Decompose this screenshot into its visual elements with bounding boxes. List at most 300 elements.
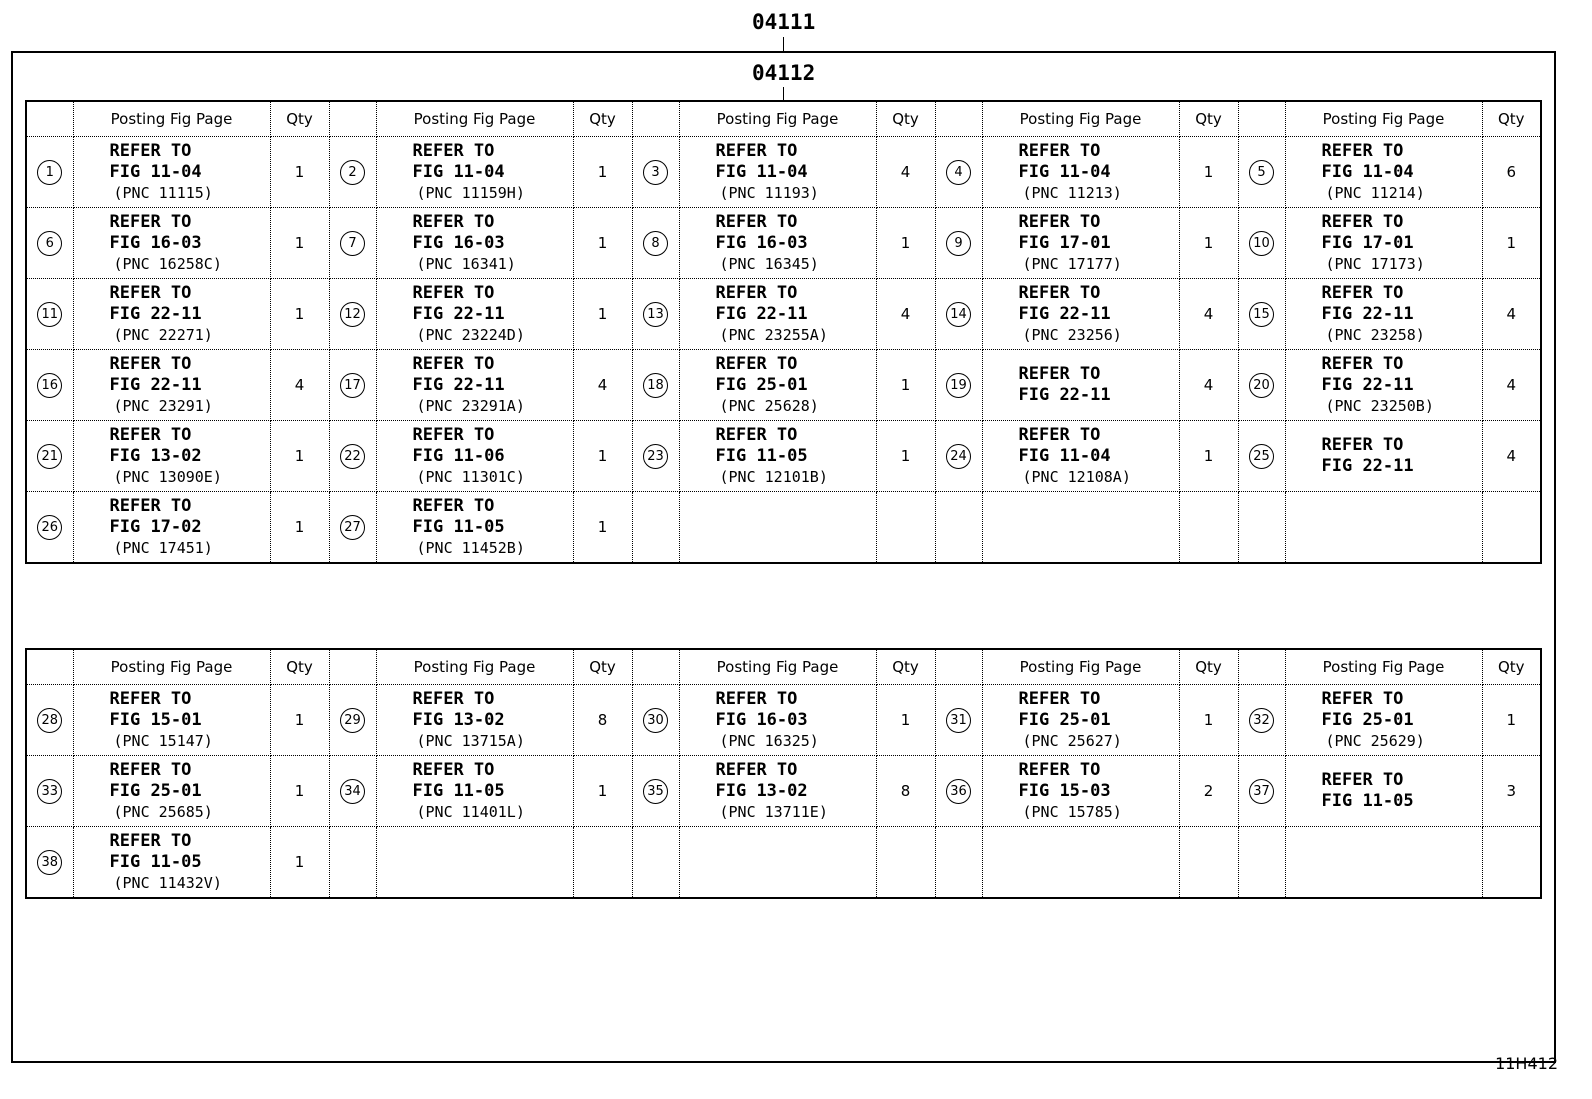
item-number-cell xyxy=(632,492,679,564)
item-number-cell xyxy=(632,421,679,492)
refer-to-text: REFER TO xyxy=(1321,283,1404,303)
refer-to-text: REFER TO xyxy=(715,212,798,232)
callout-number: 4 xyxy=(946,160,971,185)
header-posting: Posting Fig Page xyxy=(679,649,876,685)
pnc-number: (PNC 11452B) xyxy=(416,539,525,557)
header-blank xyxy=(632,101,679,137)
posting-cell xyxy=(376,350,573,421)
item-number-cell xyxy=(26,685,73,756)
refer-to-text: REFER TO xyxy=(1321,435,1404,455)
fig-reference: FIG 11-05 xyxy=(715,446,808,466)
posting-cell xyxy=(376,492,573,564)
fig-reference: FIG 13-02 xyxy=(109,446,202,466)
qty-cell: 1 xyxy=(573,279,632,350)
pnc-number: (PNC 16325) xyxy=(719,732,819,750)
pnc-number: (PNC 23258) xyxy=(1325,326,1425,344)
refer-to-text: REFER TO xyxy=(109,689,192,709)
callout-number: 32 xyxy=(1249,708,1274,733)
item-number-cell xyxy=(26,350,73,421)
refer-to-text: REFER TO xyxy=(412,425,495,445)
callout-number: 9 xyxy=(946,231,971,256)
callout-number: 23 xyxy=(643,444,668,469)
refer-to-text: REFER TO xyxy=(412,689,495,709)
posting-cell xyxy=(376,827,573,899)
item-number-cell xyxy=(632,350,679,421)
posting-cell xyxy=(982,756,1179,827)
callout-number: 16 xyxy=(37,373,62,398)
callout-number: 38 xyxy=(37,850,62,875)
pnc-number: (PNC 17177) xyxy=(1022,255,1122,273)
fig-reference: FIG 22-11 xyxy=(1018,385,1111,405)
item-number-cell xyxy=(329,827,376,899)
header-posting: Posting Fig Page xyxy=(73,649,270,685)
callout-number: 10 xyxy=(1249,231,1274,256)
posting-cell xyxy=(73,827,270,899)
fig-reference: FIG 11-04 xyxy=(109,162,202,182)
posting-cell xyxy=(73,421,270,492)
pnc-number: (PNC 11115) xyxy=(113,184,213,202)
callout-number: 31 xyxy=(946,708,971,733)
item-number-cell xyxy=(935,827,982,899)
refer-to-text: REFER TO xyxy=(109,212,192,232)
outer-leader-line xyxy=(783,37,784,51)
header-blank xyxy=(26,101,73,137)
posting-cell xyxy=(982,350,1179,421)
callout-number: 2 xyxy=(340,160,365,185)
fig-reference: FIG 11-04 xyxy=(412,162,505,182)
item-number-cell xyxy=(1238,685,1285,756)
item-number-cell xyxy=(935,492,982,564)
item-number-cell xyxy=(935,756,982,827)
posting-cell xyxy=(679,421,876,492)
posting-cell xyxy=(679,492,876,564)
posting-cell xyxy=(376,137,573,208)
pnc-number: (PNC 15147) xyxy=(113,732,213,750)
pnc-number: (PNC 23250B) xyxy=(1325,397,1434,415)
fig-reference: FIG 11-06 xyxy=(412,446,505,466)
pnc-number: (PNC 12108A) xyxy=(1022,468,1131,486)
callout-number: 37 xyxy=(1249,779,1274,804)
refer-to-text: REFER TO xyxy=(1018,364,1101,384)
posting-cell xyxy=(982,137,1179,208)
qty-cell: 1 xyxy=(270,137,329,208)
callout-number: 6 xyxy=(37,231,62,256)
header-qty: Qty xyxy=(876,649,935,685)
qty-cell: 1 xyxy=(270,756,329,827)
refer-to-text: REFER TO xyxy=(412,141,495,161)
qty-cell xyxy=(1179,827,1238,899)
posting-cell xyxy=(679,350,876,421)
refer-to-text: REFER TO xyxy=(1018,212,1101,232)
callout-number: 7 xyxy=(340,231,365,256)
refer-to-text: REFER TO xyxy=(715,760,798,780)
qty-cell: 1 xyxy=(876,208,935,279)
qty-cell: 1 xyxy=(1179,421,1238,492)
callout-number: 30 xyxy=(643,708,668,733)
refer-to-text: REFER TO xyxy=(412,354,495,374)
callout-number: 26 xyxy=(37,515,62,540)
item-number-cell xyxy=(632,685,679,756)
header-blank xyxy=(935,101,982,137)
inner-assembly-label: 04112 xyxy=(752,61,816,85)
callout-number: 5 xyxy=(1249,160,1274,185)
item-number-cell xyxy=(329,421,376,492)
item-number-cell xyxy=(935,208,982,279)
refer-to-text: REFER TO xyxy=(715,425,798,445)
pnc-number: (PNC 11214) xyxy=(1325,184,1425,202)
fig-reference: FIG 25-01 xyxy=(715,375,808,395)
qty-cell: 1 xyxy=(270,208,329,279)
callout-number: 28 xyxy=(37,708,62,733)
refer-to-text: REFER TO xyxy=(109,141,192,161)
item-number-cell xyxy=(329,350,376,421)
posting-cell xyxy=(982,492,1179,564)
callout-number: 14 xyxy=(946,302,971,327)
item-number-cell xyxy=(329,492,376,564)
callout-number: 19 xyxy=(946,373,971,398)
table-row xyxy=(26,137,1541,208)
qty-cell: 4 xyxy=(1482,421,1541,492)
qty-cell: 1 xyxy=(573,756,632,827)
posting-cell xyxy=(73,492,270,564)
posting-cell xyxy=(1285,208,1482,279)
header-qty: Qty xyxy=(270,649,329,685)
callout-number: 36 xyxy=(946,779,971,804)
fig-reference: FIG 17-02 xyxy=(109,517,202,537)
item-number-cell xyxy=(1238,492,1285,564)
callout-number: 8 xyxy=(643,231,668,256)
table-row xyxy=(26,350,1541,421)
qty-cell: 1 xyxy=(573,137,632,208)
refer-to-text: REFER TO xyxy=(412,496,495,516)
callout-number: 17 xyxy=(340,373,365,398)
qty-cell: 4 xyxy=(876,137,935,208)
table-row xyxy=(26,756,1541,827)
refer-to-text: REFER TO xyxy=(1018,283,1101,303)
header-posting: Posting Fig Page xyxy=(1285,649,1482,685)
refer-to-text: REFER TO xyxy=(109,425,192,445)
qty-cell: 1 xyxy=(270,827,329,899)
header-qty: Qty xyxy=(876,101,935,137)
item-number-cell xyxy=(935,279,982,350)
fig-reference: FIG 16-03 xyxy=(715,710,808,730)
fig-reference: FIG 22-11 xyxy=(412,304,505,324)
qty-cell: 1 xyxy=(876,421,935,492)
fig-reference: FIG 11-04 xyxy=(1018,162,1111,182)
qty-cell xyxy=(876,827,935,899)
qty-cell: 1 xyxy=(270,685,329,756)
fig-reference: FIG 15-03 xyxy=(1018,781,1111,801)
posting-cell xyxy=(1285,827,1482,899)
header-posting: Posting Fig Page xyxy=(376,649,573,685)
inner-leader-line xyxy=(783,87,784,100)
qty-cell: 1 xyxy=(1482,685,1541,756)
item-number-cell xyxy=(26,421,73,492)
header-posting: Posting Fig Page xyxy=(679,101,876,137)
fig-reference: FIG 17-01 xyxy=(1321,233,1414,253)
fig-reference: FIG 22-11 xyxy=(1321,375,1414,395)
callout-number: 15 xyxy=(1249,302,1274,327)
posting-cell xyxy=(73,350,270,421)
header-posting: Posting Fig Page xyxy=(73,101,270,137)
header-qty: Qty xyxy=(573,101,632,137)
posting-cell xyxy=(73,137,270,208)
pnc-number: (PNC 13711E) xyxy=(719,803,828,821)
header-qty: Qty xyxy=(1482,101,1541,137)
refer-to-text: REFER TO xyxy=(109,831,192,851)
callout-number: 35 xyxy=(643,779,668,804)
callout-number: 1 xyxy=(37,160,62,185)
fig-reference: FIG 22-11 xyxy=(412,375,505,395)
pnc-number: (PNC 11193) xyxy=(719,184,819,202)
item-number-cell xyxy=(1238,137,1285,208)
pnc-number: (PNC 11432V) xyxy=(113,874,222,892)
item-number-cell xyxy=(935,421,982,492)
callout-number: 21 xyxy=(37,444,62,469)
callout-number: 34 xyxy=(340,779,365,804)
item-number-cell xyxy=(26,756,73,827)
header-blank xyxy=(329,649,376,685)
table-row xyxy=(26,827,1541,899)
item-number-cell xyxy=(1238,208,1285,279)
posting-cell xyxy=(1285,421,1482,492)
refer-to-text: REFER TO xyxy=(412,760,495,780)
callout-number: 3 xyxy=(643,160,668,185)
qty-cell: 4 xyxy=(876,279,935,350)
item-number-cell xyxy=(26,279,73,350)
callout-number: 20 xyxy=(1249,373,1274,398)
diagram-code: 11H412 xyxy=(1495,1054,1558,1073)
fig-reference: FIG 11-04 xyxy=(715,162,808,182)
fig-reference: FIG 22-11 xyxy=(1321,456,1414,476)
callout-number: 25 xyxy=(1249,444,1274,469)
qty-cell: 3 xyxy=(1482,756,1541,827)
item-number-cell xyxy=(329,756,376,827)
header-blank xyxy=(329,101,376,137)
callout-number: 27 xyxy=(340,515,365,540)
header-posting: Posting Fig Page xyxy=(1285,101,1482,137)
item-number-cell xyxy=(1238,350,1285,421)
fig-reference: FIG 25-01 xyxy=(1321,710,1414,730)
fig-reference: FIG 11-04 xyxy=(1321,162,1414,182)
qty-cell xyxy=(1482,492,1541,564)
item-number-cell xyxy=(1238,421,1285,492)
item-number-cell xyxy=(329,685,376,756)
refer-to-text: REFER TO xyxy=(109,760,192,780)
posting-cell xyxy=(679,137,876,208)
fig-reference: FIG 11-05 xyxy=(109,852,202,872)
fig-reference: FIG 16-03 xyxy=(412,233,505,253)
pnc-number: (PNC 16341) xyxy=(416,255,516,273)
refer-to-text: REFER TO xyxy=(715,354,798,374)
qty-cell: 1 xyxy=(876,685,935,756)
refer-to-text: REFER TO xyxy=(1321,354,1404,374)
posting-cell xyxy=(376,756,573,827)
pnc-number: (PNC 17451) xyxy=(113,539,213,557)
refer-to-text: REFER TO xyxy=(1018,425,1101,445)
pnc-number: (PNC 23291A) xyxy=(416,397,525,415)
posting-cell xyxy=(73,685,270,756)
qty-cell xyxy=(573,827,632,899)
qty-cell: 1 xyxy=(270,492,329,564)
pnc-number: (PNC 23255A) xyxy=(719,326,828,344)
callout-number: 24 xyxy=(946,444,971,469)
fig-reference: FIG 11-05 xyxy=(412,517,505,537)
pnc-number: (PNC 25685) xyxy=(113,803,213,821)
callout-number: 22 xyxy=(340,444,365,469)
pnc-number: (PNC 23291) xyxy=(113,397,213,415)
refer-to-text: REFER TO xyxy=(412,212,495,232)
qty-cell: 4 xyxy=(1179,279,1238,350)
pnc-number: (PNC 11401L) xyxy=(416,803,525,821)
item-number-cell xyxy=(1238,827,1285,899)
posting-cell xyxy=(679,827,876,899)
posting-cell xyxy=(1285,350,1482,421)
fig-reference: FIG 15-01 xyxy=(109,710,202,730)
fig-reference: FIG 16-03 xyxy=(109,233,202,253)
refer-to-text: REFER TO xyxy=(715,283,798,303)
posting-cell xyxy=(679,279,876,350)
header-blank xyxy=(26,649,73,685)
pnc-number: (PNC 17173) xyxy=(1325,255,1425,273)
table-row xyxy=(26,279,1541,350)
posting-cell xyxy=(982,279,1179,350)
qty-cell: 1 xyxy=(1179,208,1238,279)
posting-cell xyxy=(679,685,876,756)
posting-cell xyxy=(376,685,573,756)
fig-reference: FIG 22-11 xyxy=(1321,304,1414,324)
refer-to-text: REFER TO xyxy=(1321,770,1404,790)
qty-cell: 4 xyxy=(1482,350,1541,421)
refer-to-text: REFER TO xyxy=(1321,689,1404,709)
posting-cell xyxy=(376,208,573,279)
qty-cell: 6 xyxy=(1482,137,1541,208)
pnc-number: (PNC 13090E) xyxy=(113,468,222,486)
refer-to-text: REFER TO xyxy=(109,283,192,303)
pnc-number: (PNC 23256) xyxy=(1022,326,1122,344)
item-number-cell xyxy=(1238,756,1285,827)
qty-cell xyxy=(1482,827,1541,899)
table-row xyxy=(26,421,1541,492)
pnc-number: (PNC 22271) xyxy=(113,326,213,344)
posting-cell xyxy=(679,208,876,279)
header-qty: Qty xyxy=(270,101,329,137)
refer-to-text: REFER TO xyxy=(1018,141,1101,161)
qty-cell: 4 xyxy=(1179,350,1238,421)
qty-cell xyxy=(876,492,935,564)
fig-reference: FIG 17-01 xyxy=(1018,233,1111,253)
header-qty: Qty xyxy=(1179,101,1238,137)
refer-to-text: REFER TO xyxy=(1018,689,1101,709)
refer-to-text: REFER TO xyxy=(715,689,798,709)
posting-cell xyxy=(73,208,270,279)
posting-cell xyxy=(1285,137,1482,208)
refer-to-text: REFER TO xyxy=(1321,141,1404,161)
refer-to-text: REFER TO xyxy=(412,283,495,303)
fig-reference: FIG 11-05 xyxy=(412,781,505,801)
posting-cell xyxy=(1285,756,1482,827)
fig-reference: FIG 22-11 xyxy=(109,375,202,395)
posting-cell xyxy=(982,421,1179,492)
item-number-cell xyxy=(26,492,73,564)
posting-cell xyxy=(376,279,573,350)
outer-assembly-label: 04111 xyxy=(752,10,816,34)
qty-cell: 1 xyxy=(1179,137,1238,208)
table-row xyxy=(26,208,1541,279)
header-posting: Posting Fig Page xyxy=(376,101,573,137)
fig-reference: FIG 11-05 xyxy=(1321,791,1414,811)
callout-number: 12 xyxy=(340,302,365,327)
header-qty: Qty xyxy=(1179,649,1238,685)
callout-number: 33 xyxy=(37,779,62,804)
refer-to-text: REFER TO xyxy=(1321,212,1404,232)
item-number-cell xyxy=(26,137,73,208)
header-row xyxy=(26,649,1541,685)
pnc-number: (PNC 11159H) xyxy=(416,184,525,202)
posting-cell xyxy=(376,421,573,492)
posting-cell xyxy=(679,756,876,827)
refer-to-text: REFER TO xyxy=(1018,760,1101,780)
callout-number: 11 xyxy=(37,302,62,327)
qty-cell: 8 xyxy=(876,756,935,827)
item-number-cell xyxy=(632,827,679,899)
item-number-cell xyxy=(935,685,982,756)
item-number-cell xyxy=(632,279,679,350)
fig-reference: FIG 11-04 xyxy=(1018,446,1111,466)
item-number-cell xyxy=(329,208,376,279)
posting-cell xyxy=(1285,685,1482,756)
posting-cell xyxy=(73,756,270,827)
qty-cell: 1 xyxy=(1179,685,1238,756)
item-number-cell xyxy=(26,208,73,279)
pnc-number: (PNC 13715A) xyxy=(416,732,525,750)
header-posting: Posting Fig Page xyxy=(982,101,1179,137)
item-number-cell xyxy=(26,827,73,899)
posting-cell xyxy=(982,685,1179,756)
refer-to-text: REFER TO xyxy=(715,141,798,161)
qty-cell: 2 xyxy=(1179,756,1238,827)
qty-cell: 1 xyxy=(270,421,329,492)
fig-reference: FIG 25-01 xyxy=(1018,710,1111,730)
item-number-cell xyxy=(329,279,376,350)
qty-cell: 1 xyxy=(573,492,632,564)
fig-reference: FIG 22-11 xyxy=(1018,304,1111,324)
qty-cell: 8 xyxy=(573,685,632,756)
reference-table-1 xyxy=(25,100,1542,564)
header-qty: Qty xyxy=(573,649,632,685)
qty-cell: 4 xyxy=(270,350,329,421)
pnc-number: (PNC 23224D) xyxy=(416,326,525,344)
header-blank xyxy=(632,649,679,685)
fig-reference: FIG 13-02 xyxy=(715,781,808,801)
qty-cell xyxy=(1179,492,1238,564)
posting-cell xyxy=(982,208,1179,279)
pnc-number: (PNC 11213) xyxy=(1022,184,1122,202)
fig-reference: FIG 25-01 xyxy=(109,781,202,801)
header-qty: Qty xyxy=(1482,649,1541,685)
qty-cell: 1 xyxy=(573,421,632,492)
callout-number: 13 xyxy=(643,302,668,327)
pnc-number: (PNC 25627) xyxy=(1022,732,1122,750)
fig-reference: FIG 22-11 xyxy=(715,304,808,324)
fig-reference: FIG 13-02 xyxy=(412,710,505,730)
qty-cell: 4 xyxy=(573,350,632,421)
qty-cell: 1 xyxy=(573,208,632,279)
posting-cell xyxy=(982,827,1179,899)
item-number-cell xyxy=(935,350,982,421)
fig-reference: FIG 16-03 xyxy=(715,233,808,253)
reference-table-2 xyxy=(25,648,1542,899)
